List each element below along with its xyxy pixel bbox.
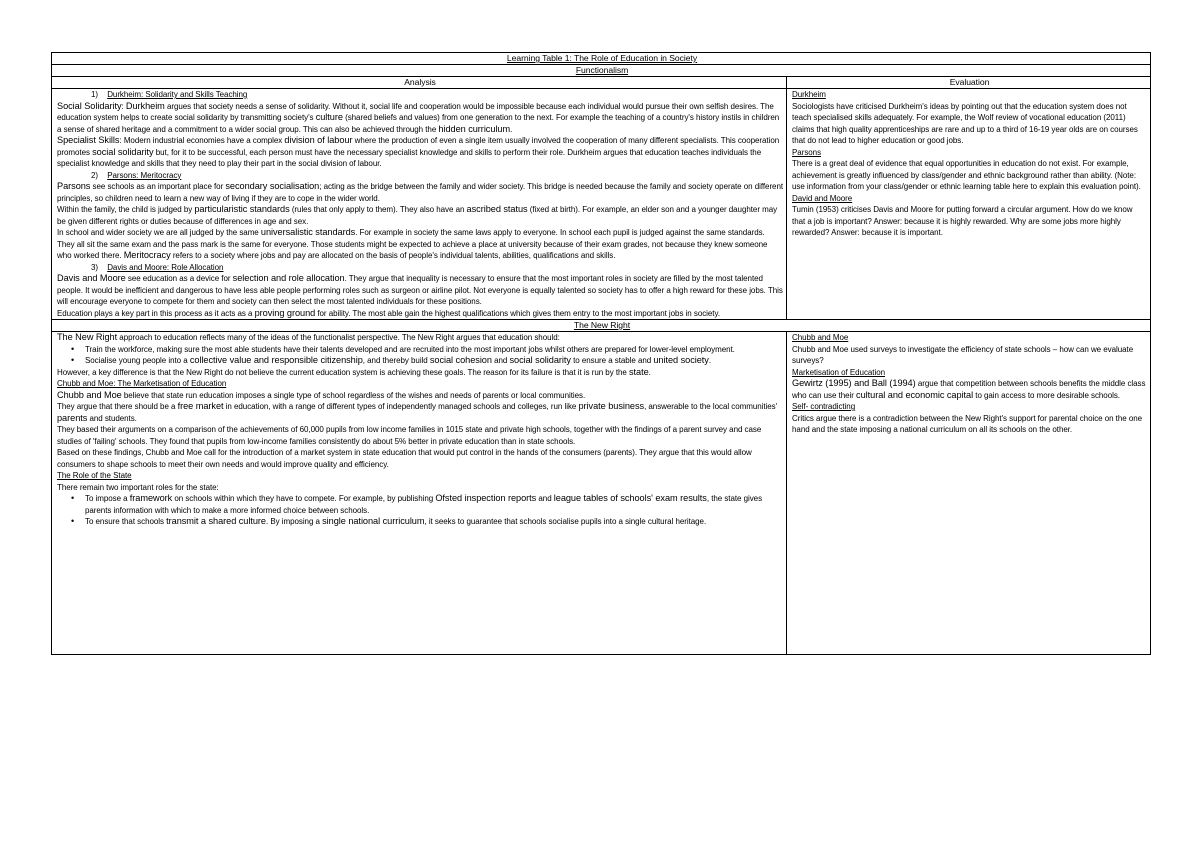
list-item — [85, 355, 783, 367]
text: (fixed at birth). For example, an elder son and a younger daughter may be given different rights or duties because of differences in age and sex. — [57, 205, 778, 226]
eval-chubb-moe-text: Chubb and Moe used surveys to investigate the efficiency of state schools – how can we evaluate surveys? — [792, 344, 1134, 365]
new-right-intro — [57, 332, 783, 344]
text: . For example in society the same laws apply to everyone. In school each pupil is judged against the same standards. They all sit the same exam and the pass mark is the same for everyone. Those students might be expected to achieve a place at university because of their exam grades, not because they knew someone who worked there. — [57, 228, 768, 260]
list-item — [85, 493, 783, 516]
key-term: Durkheim — [125, 100, 165, 111]
new-right-goals-list — [57, 344, 783, 367]
column-header-row — [52, 77, 1151, 89]
key-term: The New Right — [57, 332, 118, 342]
key-term: united society — [653, 355, 709, 365]
eval-chubb-moe-title: Chubb and Moe — [792, 333, 849, 342]
text: in education, with a range of different types of independently managed schools and colleges, run like — [223, 402, 579, 411]
text: but, for it to be successful, each person must have the necessary specialist knowledge and skills to perform their role. Durkheim argues that education teaches individuals the specialist knowledge and skills that they need to play their part in the social division of labour. — [57, 147, 762, 168]
chubb-moe-paragraph-4: Based on these findings, Chubb and Moe call for the introduction of a market system in state education that would put control in the hands of the consumers (parents). They argue that this would allow consumers to shape schools to meet their own needs and would improve quality and efficiency. — [57, 448, 752, 469]
key-term: Specialist Skills — [57, 135, 120, 145]
key-term: cultural and economic capital — [856, 389, 974, 400]
key-term: Parsons — [57, 181, 91, 191]
key-term: transmit a shared culture — [166, 516, 266, 526]
eval-self-contradicting-text: Critics argue there is a contradiction between the New Right's support for parental choice on the one hand and the state imposing a national curriculum on all its schools on the other. — [792, 413, 1143, 434]
text: to ensure a stable and — [570, 356, 654, 365]
davis-moore-paragraph-2 — [57, 308, 783, 320]
text: They argue that there should be a — [57, 402, 178, 411]
parsons-paragraph-1 — [57, 181, 783, 204]
parsons-section-heading — [57, 170, 783, 182]
role-of-state-title: The Role of the State — [57, 471, 132, 480]
analysis-header: Analysis — [52, 77, 787, 89]
learning-table — [51, 52, 1151, 655]
section-title: Parsons: Meritocracy — [107, 170, 182, 180]
list-item — [85, 516, 783, 528]
key-term: state — [628, 366, 649, 377]
chubb-moe-section-title: Chubb and Moe: The Marketisation of Education — [57, 379, 227, 388]
functionalism-analysis-cell — [52, 89, 787, 320]
davis-moore-paragraph-1 — [57, 273, 783, 308]
key-term: proving ground — [254, 307, 316, 318]
key-term: universalistic standards — [260, 227, 356, 237]
key-term: Davis and Moore — [57, 273, 126, 283]
functionalism-heading: Functionalism — [575, 65, 629, 75]
text: (rules that only apply to them). They also have an — [289, 205, 467, 214]
text: approach to education reflects many of the ideas of the functionalist perspective. The New Right argues that education should: — [117, 333, 560, 342]
functionalism-evaluation-cell — [787, 89, 1151, 320]
text: Education plays a key part in this process as it acts as a — [57, 308, 255, 318]
section-title: Durkheim: Solidarity and Skills Teaching — [107, 90, 248, 99]
text: : — [121, 101, 126, 111]
new-right-heading: The New Right — [573, 320, 631, 330]
chubb-moe-paragraph-3: They based their arguments on a comparison of the achievements of 60,000 pupils from low income families in 1015 state and private high schools, together with the findings of a parent survey and case studies of 'failing' schools. They found that pupils from low-income families consistently do about 5% better in private education than in state schools. — [57, 425, 762, 446]
functionalism-content-row — [52, 89, 1151, 320]
key-term: free market — [177, 401, 224, 411]
text: (shared beliefs and values) from one generation to the next. For example the teaching of a country's history instils in children a sense of shared heritage and a commitment to a wider social group. This can also be achieved through the — [57, 113, 780, 134]
key-term: social solidarity — [92, 146, 154, 157]
text: and — [536, 494, 554, 503]
key-term: framework — [129, 493, 173, 503]
key-term: culture — [315, 112, 343, 122]
key-term: Gewirtz (1995) and Ball (1994) — [792, 378, 916, 388]
text: Within the family, the child is judged by — [57, 205, 195, 214]
parsons-paragraph-2 — [57, 204, 783, 227]
text: . They argue that inequality is necessary to ensure that the most important roles in society are filled by the most talented people. It would be inefficient and dangerous to have less able people performing roles such as surgeon or airline pilot. Not everyone is equally talented so society has to offer a high reward for these jobs. This will encourage everyone to compete for them and society can then select the most talented individuals for these positions. — [57, 274, 783, 306]
text: . By imposing a — [265, 517, 323, 526]
key-term: social cohesion — [429, 355, 492, 365]
text: see schools as an important place for — [90, 182, 226, 191]
key-term: single national curriculum — [322, 516, 425, 526]
text: Socialise young people into a — [85, 356, 190, 365]
key-term: league tables of schools' exam results — [553, 493, 707, 503]
text: . — [510, 124, 513, 134]
eval-marketisation-title: Marketisation of Education — [792, 367, 885, 377]
key-term: hidden curriculum — [438, 123, 511, 134]
text: refers to a society where jobs and pay are allocated on the basis of people's individual talents, abilities, qualifications and skills. — [170, 251, 616, 260]
eval-self-contradicting-title: Self- contradicting — [792, 402, 856, 411]
section-number: 3) — [91, 262, 99, 272]
text: and students. — [87, 413, 137, 423]
functionalism-heading-cell — [52, 65, 1151, 77]
section-number: 1) — [91, 90, 99, 99]
key-term: social solidarity — [509, 355, 571, 365]
key-term: private business — [578, 401, 645, 411]
title-row — [52, 53, 1151, 65]
evaluation-header: Evaluation — [787, 77, 1151, 89]
eval-davis-moore-title: David and Moore — [792, 193, 853, 203]
text: However, a key difference is that the New Right do not believe the current education system is achieving these goals. The reason for its failure is that it is run by the — [57, 367, 629, 377]
section-title: Davis and Moore: Role Allocation — [107, 262, 224, 272]
text: , answerable to the local communities' — [644, 402, 778, 411]
eval-durkheim-text: Sociologists have criticised Durkheim's ideas by pointing out that the education system does not teach specialised skills adequately. For example, the Wolf review of vocational education (2011) claims that high quality apprenticeships are rare and up to a third of 16-19 year olds are on courses that do not lead to higher education or good jobs. — [792, 101, 1138, 145]
text: on schools within which they have to compete. For example, by publishing — [172, 494, 436, 503]
key-term: division of labour — [284, 135, 353, 145]
text: see education as a device for — [125, 274, 233, 283]
key-term: collective value and responsible citizenship — [189, 355, 363, 365]
key-term: secondary socialisation — [225, 181, 320, 191]
eval-durkheim-title: Durkheim — [792, 90, 826, 99]
social-solidarity-paragraph — [57, 101, 783, 136]
text: , and thereby build — [362, 356, 430, 365]
however-paragraph — [57, 367, 783, 379]
eval-marketisation-text — [792, 378, 1147, 401]
key-term: Meritocracy — [123, 250, 171, 260]
table-title-cell — [52, 53, 1151, 65]
text: . — [648, 367, 651, 377]
new-right-content-row — [52, 332, 1151, 655]
parsons-paragraph-3 — [57, 227, 783, 262]
new-right-heading-row — [52, 320, 1151, 332]
text: argues that society needs a sense of solidarity. Without it, social life and cooperation would be impossible because each individual would pursue their own selfish desires. The education system helps to create social solidarity by transmitting society's — [57, 101, 774, 122]
text: believe that state run education imposes a single type of school regardless of the wishes and needs of parents or local communities. — [121, 390, 586, 400]
section-number: 2) — [91, 170, 99, 180]
text: To ensure that schools — [85, 517, 167, 526]
durkheim-section-heading — [57, 89, 783, 101]
chubb-moe-paragraph-2 — [57, 401, 783, 424]
text: To impose a — [85, 494, 130, 503]
text: : Modern industrial economies have a complex — [119, 136, 285, 145]
new-right-analysis-cell — [52, 332, 787, 655]
list-item — [85, 344, 783, 356]
text: . — [708, 356, 712, 365]
davis-moore-section-heading — [57, 262, 783, 274]
role-of-state-intro: There remain two important roles for the state: — [57, 482, 219, 492]
chubb-moe-paragraph-1 — [57, 390, 783, 402]
new-right-evaluation-cell — [787, 332, 1151, 655]
functionalism-heading-row — [52, 65, 1151, 77]
key-term: ascribed status — [466, 204, 528, 214]
text: argue that competition between schools benefits the middle class who can use their — [792, 379, 1146, 400]
table-title: Learning Table 1: The Role of Education in Society — [506, 53, 698, 63]
text: , it seeks to guarantee that schools socialise pupils into a single cultural heritage. — [424, 517, 707, 526]
text: and — [491, 356, 510, 365]
text: for ability. The most able gain the highest qualifications which gives them entry to the most important jobs in society. — [315, 308, 721, 318]
text: to gain access to more desirable schools. — [973, 390, 1120, 400]
learning-table-document — [51, 52, 1151, 655]
text: ; acting as the bridge between the family and wider society. This bridge is needed because the family and society operate on different principles, so children need to learn a new way of living if they are to cope in the wider world. — [57, 182, 784, 203]
text: , the state gives parents information with which to make a more informed choice between schools. — [85, 494, 763, 515]
key-term: Social Solidarity — [57, 100, 122, 111]
text: In school and wider society we are all judged by the same — [57, 228, 261, 237]
eval-parsons-text: There is a great deal of evidence that equal opportunities in education do not exist. For example, achievement is greatly influenced by class/gender and ethnic background rather than ability. (Note: use information from your class/gender or ethnic learning table here to explain this evaluation point). — [792, 159, 1141, 191]
text: where the production of even a single item usually involved the cooperation of many different specialists. This cooperation promotes — [57, 136, 780, 157]
eval-davis-moore-text: Tumin (1953) criticises Davis and Moore for putting forward a circular argument. How do we know that a job is important? Answer: because it is highly rewarded. Why are some jobs more highly rewarded? Answer: because it is important. — [792, 205, 1133, 237]
key-term: parents — [57, 412, 88, 423]
text: Train the workforce, making sure the most able students have their talents developed and are recruited into the most important jobs whilst others are prepared for lower-level employment. — [85, 344, 735, 354]
new-right-heading-cell — [52, 320, 1151, 332]
key-term: selection and role allocation — [232, 273, 345, 283]
role-of-state-list — [57, 493, 783, 528]
key-term: Ofsted inspection reports — [435, 493, 537, 503]
key-term: particularistic standards — [194, 204, 290, 214]
key-term: Chubb and Moe — [57, 389, 122, 400]
specialist-skills-paragraph — [57, 135, 783, 170]
eval-parsons-title: Parsons — [792, 147, 822, 157]
